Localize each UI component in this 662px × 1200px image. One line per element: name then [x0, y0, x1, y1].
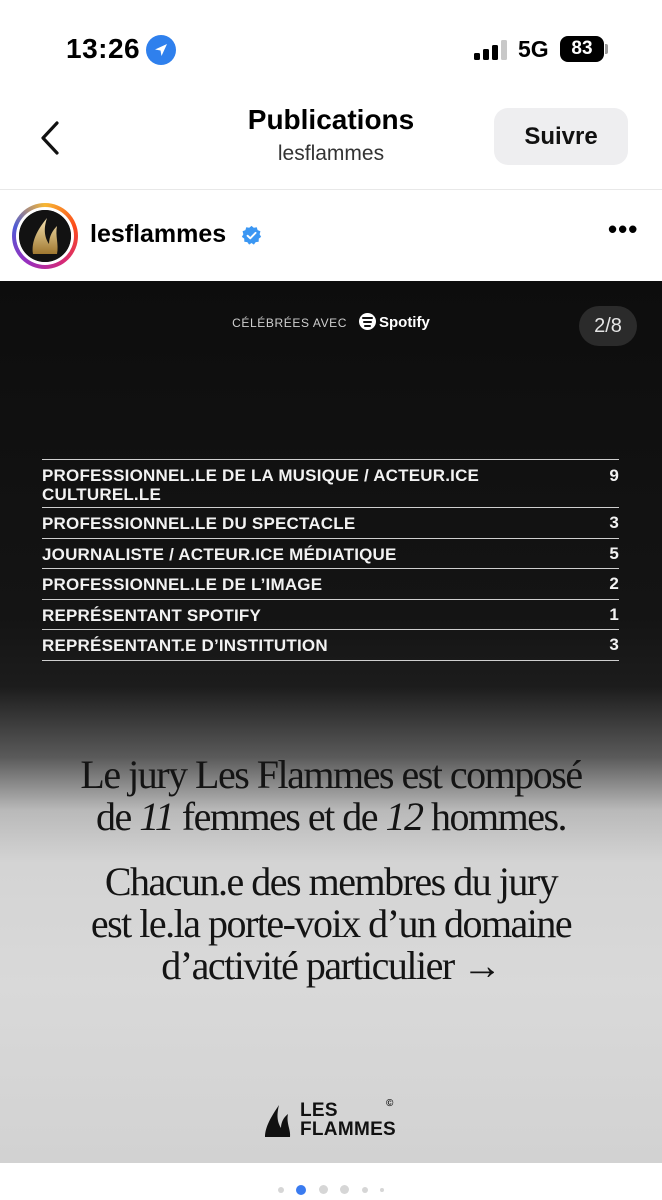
post-image[interactable] — [0, 281, 662, 1163]
signal-strength-icon — [474, 38, 508, 60]
statement-line: d’activité particulier → — [161, 943, 501, 988]
flame-logo-icon — [263, 1103, 293, 1137]
table-row — [42, 508, 619, 539]
jury-category: REPRÉSENTANT.E D’INSTITUTION — [42, 636, 328, 656]
spotify-icon — [359, 313, 376, 330]
spotify-label: Spotify — [378, 314, 430, 331]
men-count: 12 — [385, 794, 423, 839]
statement-line: Le jury Les Flammes est composé — [80, 752, 582, 797]
brand-line-1: LES — [300, 1100, 338, 1121]
copyright-mark: © — [386, 1098, 394, 1109]
statement-line: est le.la porte-voix d’un domaine — [90, 901, 572, 946]
spotify-credit — [0, 313, 662, 331]
carousel-dot — [362, 1187, 368, 1193]
battery-icon: 83 — [560, 36, 604, 62]
jury-category: JOURNALISTE / ACTEUR.ICE MÉDIATIQUE — [42, 544, 397, 564]
carousel-dot — [340, 1185, 349, 1194]
statement-line: Chacun.e des membres du jury — [104, 859, 558, 904]
jury-count: 1 — [609, 604, 619, 624]
jury-role-text — [0, 861, 662, 987]
post-header — [0, 191, 662, 281]
post-username[interactable]: lesflammes — [90, 220, 227, 248]
table-row — [42, 460, 619, 508]
celebrated-label: CÉLÉBRÉES AVEC — [232, 316, 348, 330]
jury-category: PROFESSIONNEL.LE DU SPECTACLE — [42, 514, 356, 533]
more-options-icon[interactable]: ••• — [608, 214, 639, 244]
carousel-dot-active — [296, 1185, 306, 1195]
jury-count: 9 — [609, 466, 619, 485]
brand-line-2: FLAMMES — [300, 1119, 397, 1140]
avatar[interactable] — [12, 203, 78, 269]
follow-button[interactable]: Suivre — [494, 108, 628, 165]
page-subtitle: lesflammes — [277, 142, 385, 165]
jury-category: REPRÉSENTANT SPOTIFY — [42, 605, 262, 625]
verified-badge-icon — [241, 225, 262, 246]
table-row — [42, 539, 619, 570]
table-row — [42, 569, 619, 600]
jury-composition-text — [0, 754, 662, 838]
jury-count: 5 — [609, 543, 619, 563]
jury-count: 3 — [609, 635, 619, 655]
women-count: 11 — [139, 794, 174, 839]
page-indicator: 2/8 — [579, 306, 637, 346]
jury-table — [42, 459, 619, 661]
network-type: 5G — [518, 36, 549, 62]
carousel-dot — [380, 1188, 384, 1192]
jury-count: 2 — [609, 574, 619, 594]
les-flammes-logo — [263, 1098, 403, 1141]
location-arrow-icon — [146, 35, 176, 65]
jury-category: PROFESSIONNEL.LE DE L’IMAGE — [42, 575, 323, 595]
status-bar — [0, 0, 662, 90]
status-time: 13:26 — [66, 33, 141, 64]
carousel-dot — [319, 1185, 328, 1194]
nav-header — [0, 90, 662, 190]
carousel-dots — [0, 1181, 662, 1195]
table-row — [42, 600, 619, 631]
battery-tip — [605, 44, 608, 54]
jury-count: 3 — [609, 513, 619, 532]
jury-category: PROFESSIONNEL.LE DE LA MUSIQUE / ACTEUR.ICE CULTUREL.LE — [42, 466, 480, 504]
flame-logo-icon — [19, 210, 71, 262]
carousel-dot — [278, 1187, 284, 1193]
table-row — [42, 630, 619, 661]
statement-line: de 11 femmes et de 12 hommes. — [95, 794, 567, 839]
page-title: Publications — [247, 104, 415, 135]
